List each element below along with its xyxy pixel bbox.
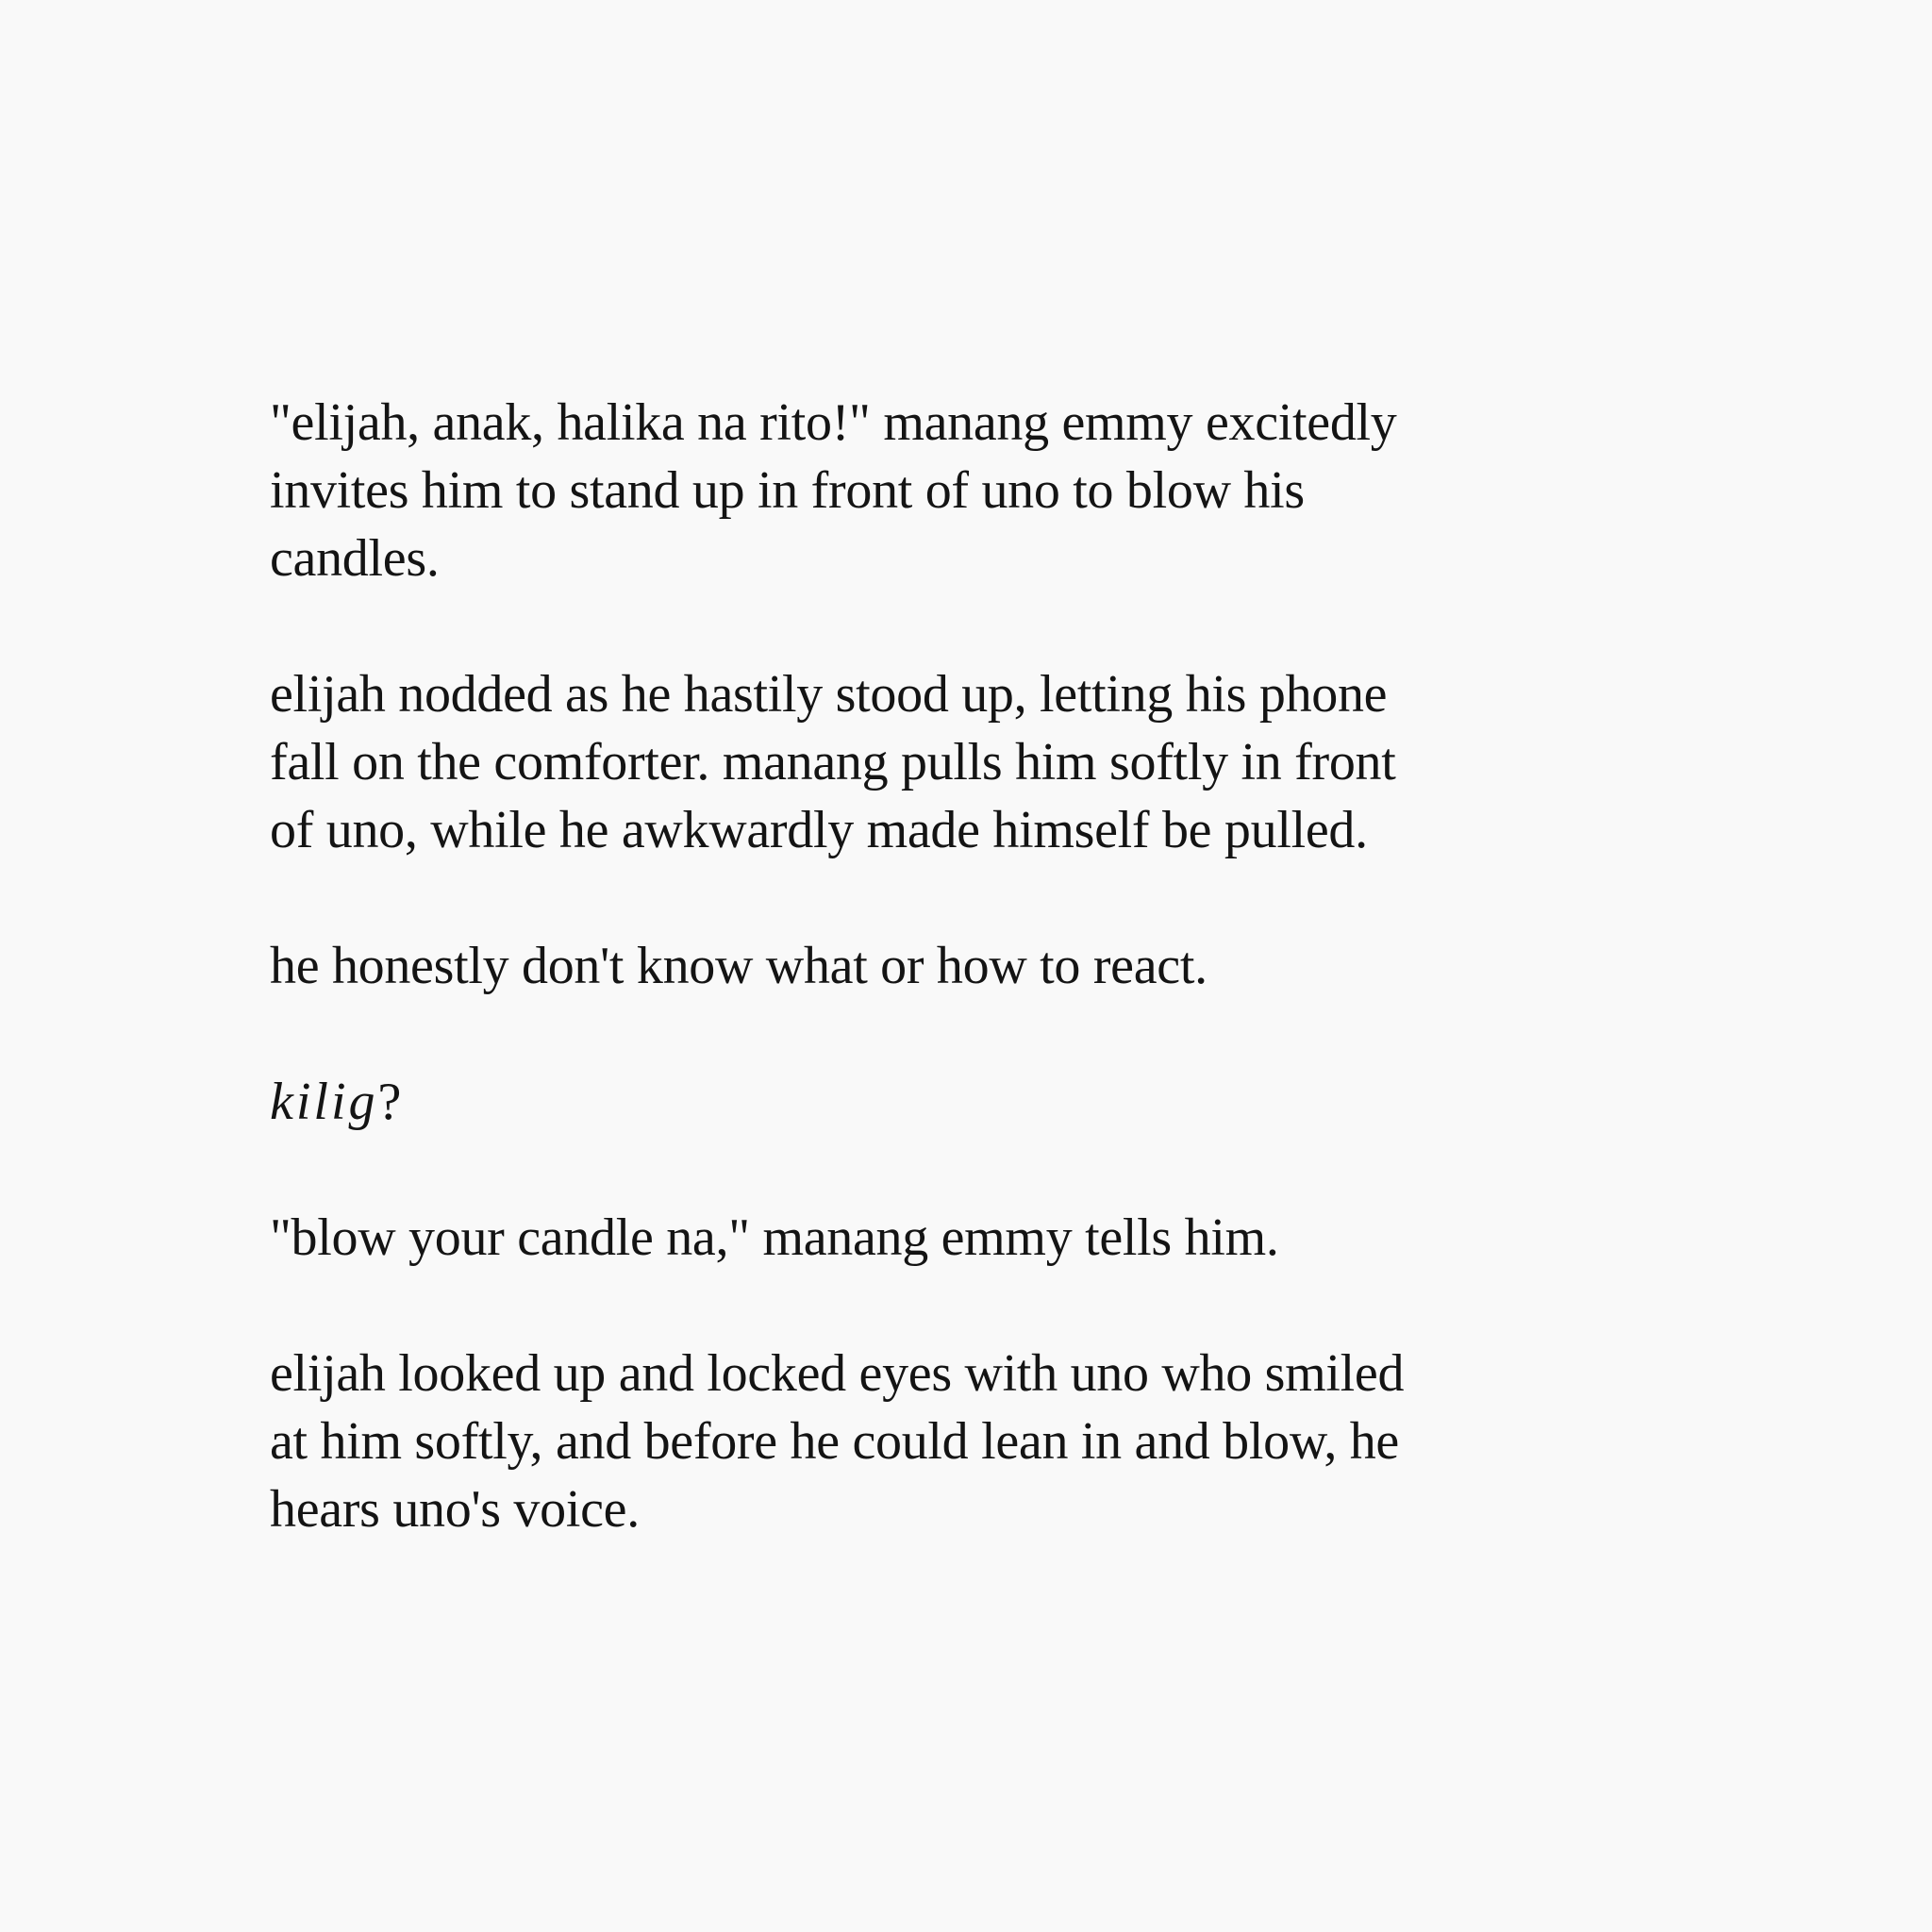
text-line: invites him to stand up in front of uno to blow his — [270, 461, 1305, 520]
text-line: he honestly don't know what or how to react. — [270, 937, 1208, 995]
paragraph-4 — [270, 1068, 1723, 1136]
paragraph-3 — [270, 932, 1723, 1000]
text-line: elijah looked up and locked eyes with uno who smiled — [270, 1344, 1405, 1403]
paragraph-1 — [270, 389, 1723, 592]
text-line: at him softly, and before he could lean in and blow, he — [270, 1412, 1399, 1471]
text-line: "elijah, anak, halika na rito!" manang emmy excitedly — [270, 393, 1397, 452]
text-line: fall on the comforter. manang pulls him softly in front — [270, 733, 1396, 791]
italic-word: kilig — [270, 1073, 378, 1131]
text-line: "blow your candle na," manang emmy tells him. — [270, 1208, 1279, 1267]
paragraph-5 — [270, 1204, 1723, 1272]
paragraph-6 — [270, 1340, 1723, 1543]
text-line: candles. — [270, 529, 440, 588]
story-text — [270, 389, 1723, 1611]
text-line: elijah nodded as he hastily stood up, letting his phone — [270, 665, 1388, 724]
text-line — [270, 1068, 1723, 1136]
question-mark: ? — [377, 1073, 402, 1131]
text-line: hears uno's voice. — [270, 1480, 640, 1539]
text-line: of uno, while he awkwardly made himself be pulled. — [270, 801, 1368, 859]
paragraph-2 — [270, 660, 1723, 864]
